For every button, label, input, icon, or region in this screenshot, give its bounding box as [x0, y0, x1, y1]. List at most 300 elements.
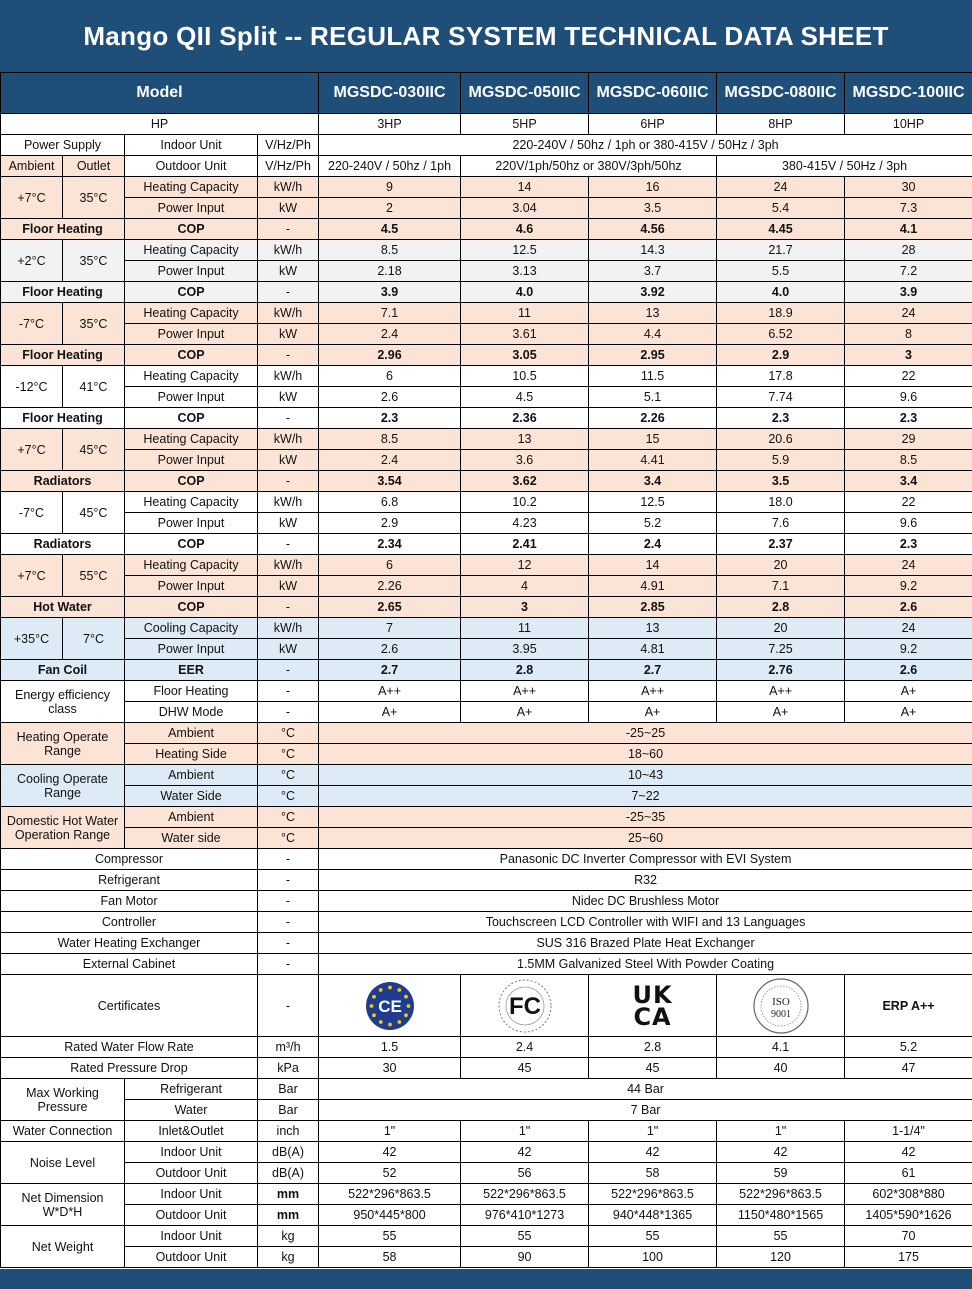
energy-value: A++ [589, 681, 717, 702]
component-label: Water Heating Exchanger [1, 933, 258, 954]
fc-text: FC [508, 992, 541, 1020]
fcc-mark-icon [497, 978, 553, 1034]
unit-label: kW/h [258, 492, 319, 513]
weight-value: 100 [589, 1247, 717, 1268]
flow-value: 4.1 [717, 1037, 845, 1058]
ukca-bottom-text: CA [633, 1002, 672, 1031]
value-cell: 6 [319, 555, 461, 576]
value-cell: 9.2 [845, 639, 972, 660]
unit-label: - [258, 282, 319, 303]
value-cell: 8.5 [845, 450, 972, 471]
value-cell: 12.5 [589, 492, 717, 513]
unit-label: kW [258, 513, 319, 534]
component-label: Controller [1, 912, 258, 933]
param-label: COP [125, 597, 258, 618]
unit-label: °C [258, 765, 319, 786]
unit-label: kW [258, 450, 319, 471]
value-cell: 29 [845, 429, 972, 450]
value-cell: 2.3 [717, 408, 845, 429]
dimension-value: 1405*590*1626 [845, 1205, 972, 1226]
condition-outlet: 35°C [63, 177, 125, 219]
unit-label: kW [258, 324, 319, 345]
value-cell: 2.6 [319, 639, 461, 660]
value-cell: 8 [845, 324, 972, 345]
param-label: COP [125, 282, 258, 303]
param-label: Heating Capacity [125, 366, 258, 387]
hp-label: HP [1, 114, 319, 135]
value-cell: 4.0 [717, 282, 845, 303]
water-connection-label: Water Connection [1, 1121, 125, 1142]
value-cell: 10.5 [461, 366, 589, 387]
outdoor-value: 220V/1ph/50hz or 380V/3ph/50hz [461, 156, 717, 177]
cert-iso-cell [717, 975, 845, 1037]
range-label: Domestic Hot Water Operation Range [1, 807, 125, 849]
unit-label: mm [258, 1205, 319, 1226]
value-cell: 4.1 [845, 219, 972, 240]
condition-outlet: 55°C [63, 555, 125, 597]
iso-text: ISO [771, 995, 790, 1008]
unit-label: kW/h [258, 303, 319, 324]
value-cell: 2.8 [461, 660, 589, 681]
connection-value: 1" [461, 1121, 589, 1142]
unit-label: - [258, 702, 319, 723]
outdoor-value: 220-240V / 50hz / 1ph [319, 156, 461, 177]
dimension-value: 950*445*800 [319, 1205, 461, 1226]
value-cell: 7.25 [717, 639, 845, 660]
unit-label: °C [258, 744, 319, 765]
weight-value: 58 [319, 1247, 461, 1268]
footer-bar [0, 1269, 972, 1289]
dimension-label: Net Dimension W*D*H [1, 1184, 125, 1226]
condition-ambient: +7°C [1, 429, 63, 471]
condition-ambient: -7°C [1, 492, 63, 534]
value-cell: 2.18 [319, 261, 461, 282]
value-cell: 13 [461, 429, 589, 450]
value-cell: 3.5 [717, 471, 845, 492]
condition-mode: Floor Heating [1, 219, 125, 240]
energy-value: A+ [717, 702, 845, 723]
param-label: Floor Heating [125, 681, 258, 702]
model-name: MGSDC-060IIC [589, 73, 717, 114]
value-cell: 10.2 [461, 492, 589, 513]
value-cell: 3.4 [845, 471, 972, 492]
value-cell: 4.56 [589, 219, 717, 240]
value-cell: 5.2 [589, 513, 717, 534]
indoor-unit-unit: V/Hz/Ph [258, 135, 319, 156]
flow-value: 2.8 [589, 1037, 717, 1058]
noise-value: 42 [717, 1142, 845, 1163]
value-cell: 7.1 [717, 576, 845, 597]
value-cell: 18.0 [717, 492, 845, 513]
hp-value: 10HP [845, 114, 972, 135]
value-cell: 15 [589, 429, 717, 450]
condition-mode: Hot Water [1, 597, 125, 618]
outlet-header: Outlet [63, 156, 125, 177]
value-cell: 3.7 [589, 261, 717, 282]
value-cell: 3.05 [461, 345, 589, 366]
sheet-title: Mango QII Split -- REGULAR SYSTEM TECHNICAL DATA SHEET [0, 0, 972, 72]
value-cell: 3.62 [461, 471, 589, 492]
cert-erp: ERP A++ [845, 975, 972, 1037]
connection-value: 1" [319, 1121, 461, 1142]
value-cell: 2.37 [717, 534, 845, 555]
cert-ukca-cell [589, 975, 717, 1037]
value-cell: 3.9 [319, 282, 461, 303]
energy-value: A++ [717, 681, 845, 702]
weight-value: 55 [717, 1226, 845, 1247]
unit-label: Bar [258, 1100, 319, 1121]
value-cell: 13 [589, 618, 717, 639]
energy-value: A+ [461, 702, 589, 723]
noise-value: 42 [461, 1142, 589, 1163]
condition-mode: Floor Heating [1, 345, 125, 366]
condition-ambient: +7°C [1, 555, 63, 597]
value-cell: 4.45 [717, 219, 845, 240]
flow-value: 2.4 [461, 1037, 589, 1058]
value-cell: 12.5 [461, 240, 589, 261]
value-cell: 3.95 [461, 639, 589, 660]
unit-label: kW [258, 387, 319, 408]
pressure-value: 7 Bar [319, 1100, 972, 1121]
value-cell: 2.6 [845, 597, 972, 618]
value-cell: 28 [845, 240, 972, 261]
value-cell: 22 [845, 492, 972, 513]
range-value: 25~60 [319, 828, 972, 849]
weight-value: 175 [845, 1247, 972, 1268]
cert-fc-cell [461, 975, 589, 1037]
value-cell: 4.5 [461, 387, 589, 408]
flow-value: 30 [319, 1058, 461, 1079]
unit-label: - [258, 597, 319, 618]
dimension-value: 522*296*863.5 [461, 1184, 589, 1205]
unit-label: kW [258, 198, 319, 219]
connection-value: 1-1/4" [845, 1121, 972, 1142]
unit-label: - [258, 408, 319, 429]
outdoor-unit-unit: V/Hz/Ph [258, 156, 319, 177]
condition-ambient: +7°C [1, 177, 63, 219]
value-cell: 2.6 [319, 387, 461, 408]
value-cell: 3.04 [461, 198, 589, 219]
weight-value: 55 [589, 1226, 717, 1247]
value-cell: 7.1 [319, 303, 461, 324]
value-cell: 4.5 [319, 219, 461, 240]
value-cell: 14 [461, 177, 589, 198]
value-cell: 2.4 [319, 324, 461, 345]
value-cell: 24 [845, 618, 972, 639]
value-cell: 3.4 [589, 471, 717, 492]
param-label: COP [125, 219, 258, 240]
energy-value: A+ [845, 681, 972, 702]
noise-value: 42 [319, 1142, 461, 1163]
energy-value: A++ [461, 681, 589, 702]
spec-table-body [1, 73, 972, 1268]
value-cell: 20.6 [717, 429, 845, 450]
value-cell: 2.36 [461, 408, 589, 429]
condition-ambient: +2°C [1, 240, 63, 282]
certificates-label: Certificates [1, 975, 258, 1037]
range-value: -25~25 [319, 723, 972, 744]
ce-text: CE [377, 996, 402, 1016]
value-cell: 8.5 [319, 429, 461, 450]
max-pressure-label: Max Working Pressure [1, 1079, 125, 1121]
range-label: Cooling Operate Range [1, 765, 125, 807]
value-cell: 17.8 [717, 366, 845, 387]
value-cell: 7.74 [717, 387, 845, 408]
dimension-value: 522*296*863.5 [319, 1184, 461, 1205]
value-cell: 2.8 [717, 597, 845, 618]
param-label: Inlet&Outlet [125, 1121, 258, 1142]
value-cell: 5.5 [717, 261, 845, 282]
unit-label: - [258, 891, 319, 912]
component-value: 1.5MM Galvanized Steel With Powder Coating [319, 954, 972, 975]
value-cell: 21.7 [717, 240, 845, 261]
value-cell: 3.61 [461, 324, 589, 345]
unit-label: °C [258, 828, 319, 849]
value-cell: 2.76 [717, 660, 845, 681]
value-cell: 11.5 [589, 366, 717, 387]
noise-value: 58 [589, 1163, 717, 1184]
param-label: COP [125, 345, 258, 366]
value-cell: 20 [717, 555, 845, 576]
outdoor-unit-label: Outdoor Unit [125, 156, 258, 177]
value-cell: 4.0 [461, 282, 589, 303]
condition-outlet: 35°C [63, 240, 125, 282]
condition-mode: Floor Heating [1, 408, 125, 429]
condition-mode: Floor Heating [1, 282, 125, 303]
value-cell: 22 [845, 366, 972, 387]
param-label: DHW Mode [125, 702, 258, 723]
unit-label: - [258, 912, 319, 933]
param-label: EER [125, 660, 258, 681]
param-label: Water side [125, 828, 258, 849]
component-value: Touchscreen LCD Controller with WIFI and 13 Languages [319, 912, 972, 933]
unit-label: - [258, 954, 319, 975]
param-label: Power Input [125, 261, 258, 282]
range-value: 7~22 [319, 786, 972, 807]
value-cell: 2.7 [319, 660, 461, 681]
flow-value: 45 [589, 1058, 717, 1079]
param-label: Power Input [125, 450, 258, 471]
condition-mode: Fan Coil [1, 660, 125, 681]
param-label: COP [125, 534, 258, 555]
indoor-unit-label: Indoor Unit [125, 135, 258, 156]
condition-outlet: 35°C [63, 303, 125, 345]
unit-label: dB(A) [258, 1142, 319, 1163]
value-cell: 2.9 [717, 345, 845, 366]
value-cell: 3 [461, 597, 589, 618]
value-cell: 2 [319, 198, 461, 219]
param-label: Heating Side [125, 744, 258, 765]
value-cell: 5.9 [717, 450, 845, 471]
value-cell: 2.65 [319, 597, 461, 618]
noise-value: 52 [319, 1163, 461, 1184]
range-value: 18~60 [319, 744, 972, 765]
weight-value: 55 [461, 1226, 589, 1247]
hp-value: 3HP [319, 114, 461, 135]
pressure-value: 44 Bar [319, 1079, 972, 1100]
component-value: R32 [319, 870, 972, 891]
value-cell: 5.1 [589, 387, 717, 408]
noise-value: 42 [589, 1142, 717, 1163]
weight-value: 55 [319, 1226, 461, 1247]
component-value: Panasonic DC Inverter Compressor with EVI System [319, 849, 972, 870]
param-label: Indoor Unit [125, 1184, 258, 1205]
unit-label: - [258, 345, 319, 366]
model-name: MGSDC-050IIC [461, 73, 589, 114]
energy-value: A+ [319, 702, 461, 723]
weight-value: 70 [845, 1226, 972, 1247]
unit-label: - [258, 849, 319, 870]
param-label: Power Input [125, 387, 258, 408]
value-cell: 2.3 [845, 534, 972, 555]
value-cell: 5.4 [717, 198, 845, 219]
noise-value: 42 [845, 1142, 972, 1163]
ambient-header: Ambient [1, 156, 63, 177]
param-label: Outdoor Unit [125, 1163, 258, 1184]
condition-ambient: +35°C [1, 618, 63, 660]
component-value: SUS 316 Brazed Plate Heat Exchanger [319, 933, 972, 954]
value-cell: 11 [461, 303, 589, 324]
value-cell: 3.13 [461, 261, 589, 282]
param-label: Ambient [125, 765, 258, 786]
unit-label: - [258, 933, 319, 954]
range-value: 10~43 [319, 765, 972, 786]
value-cell: 24 [717, 177, 845, 198]
value-cell: 4.23 [461, 513, 589, 534]
unit-label: kPa [258, 1058, 319, 1079]
unit-label: inch [258, 1121, 319, 1142]
value-cell: 7.2 [845, 261, 972, 282]
value-cell: 2.6 [845, 660, 972, 681]
value-cell: 7.3 [845, 198, 972, 219]
value-cell: 18.9 [717, 303, 845, 324]
unit-label: - [258, 870, 319, 891]
condition-ambient: -7°C [1, 303, 63, 345]
energy-class-label: Energy efficiency class [1, 681, 125, 723]
component-label: Fan Motor [1, 891, 258, 912]
value-cell: 3.92 [589, 282, 717, 303]
value-cell: 13 [589, 303, 717, 324]
range-label: Heating Operate Range [1, 723, 125, 765]
value-cell: 2.85 [589, 597, 717, 618]
model-label: Model [1, 73, 319, 114]
value-cell: 2.26 [589, 408, 717, 429]
unit-label: kW [258, 639, 319, 660]
value-cell: 6.52 [717, 324, 845, 345]
unit-label: - [258, 534, 319, 555]
param-label: Outdoor Unit [125, 1247, 258, 1268]
unit-label: kg [258, 1247, 319, 1268]
value-cell: 9.6 [845, 513, 972, 534]
value-cell: 7.6 [717, 513, 845, 534]
range-value: -25~35 [319, 807, 972, 828]
component-label: Compressor [1, 849, 258, 870]
value-cell: 2.41 [461, 534, 589, 555]
hp-value: 5HP [461, 114, 589, 135]
iso-9001-icon [752, 977, 810, 1035]
dimension-value: 976*410*1273 [461, 1205, 589, 1226]
param-label: Indoor Unit [125, 1226, 258, 1247]
model-name: MGSDC-030IIC [319, 73, 461, 114]
unit-label: kW [258, 576, 319, 597]
param-label: Outdoor Unit [125, 1205, 258, 1226]
param-label: Heating Capacity [125, 303, 258, 324]
dimension-value: 522*296*863.5 [717, 1184, 845, 1205]
power-supply-label: Power Supply [1, 135, 125, 156]
param-label: Ambient [125, 807, 258, 828]
weight-label: Net Weight [1, 1226, 125, 1268]
value-cell: 3.5 [589, 198, 717, 219]
noise-value: 61 [845, 1163, 972, 1184]
value-cell: 4 [461, 576, 589, 597]
energy-value: A+ [589, 702, 717, 723]
unit-label: kW/h [258, 366, 319, 387]
param-label: Heating Capacity [125, 240, 258, 261]
component-value: Nidec DC Brushless Motor [319, 891, 972, 912]
condition-mode: Radiators [1, 471, 125, 492]
param-label: Power Input [125, 639, 258, 660]
value-cell: 14 [589, 555, 717, 576]
param-label: Heating Capacity [125, 177, 258, 198]
param-label: Indoor Unit [125, 1142, 258, 1163]
connection-value: 1" [717, 1121, 845, 1142]
value-cell: 2.3 [845, 408, 972, 429]
ce-mark-icon [365, 981, 415, 1031]
flow-value: 40 [717, 1058, 845, 1079]
param-label: Refrigerant [125, 1079, 258, 1100]
model-name: MGSDC-080IIC [717, 73, 845, 114]
param-label: Heating Capacity [125, 555, 258, 576]
unit-label: kg [258, 1226, 319, 1247]
param-label: COP [125, 408, 258, 429]
condition-outlet: 7°C [63, 618, 125, 660]
flow-value: 1.5 [319, 1037, 461, 1058]
noise-label: Noise Level [1, 1142, 125, 1184]
condition-outlet: 45°C [63, 492, 125, 534]
value-cell: 9 [319, 177, 461, 198]
value-cell: 2.96 [319, 345, 461, 366]
unit-label: °C [258, 786, 319, 807]
energy-value: A+ [845, 702, 972, 723]
value-cell: 9.6 [845, 387, 972, 408]
param-label: Power Input [125, 198, 258, 219]
value-cell: 2.9 [319, 513, 461, 534]
param-label: Cooling Capacity [125, 618, 258, 639]
unit-label: - [258, 219, 319, 240]
iso-number-text: 9001 [770, 1008, 791, 1020]
dimension-value: 522*296*863.5 [589, 1184, 717, 1205]
flow-label: Rated Pressure Drop [1, 1058, 258, 1079]
param-label: Heating Capacity [125, 429, 258, 450]
ukca-mark-icon [632, 980, 673, 1031]
param-label: Water [125, 1100, 258, 1121]
noise-value: 59 [717, 1163, 845, 1184]
value-cell: 8.5 [319, 240, 461, 261]
dimension-value: 940*448*1365 [589, 1205, 717, 1226]
unit-label: kW/h [258, 555, 319, 576]
param-label: Power Input [125, 576, 258, 597]
unit-label: - [258, 660, 319, 681]
unit-label: kW/h [258, 429, 319, 450]
unit-label: - [258, 975, 319, 1037]
unit-label: °C [258, 723, 319, 744]
param-label: Power Input [125, 324, 258, 345]
ukca-top-text: UK [632, 980, 673, 1009]
value-cell: 16 [589, 177, 717, 198]
unit-label: - [258, 471, 319, 492]
param-label: Ambient [125, 723, 258, 744]
weight-value: 90 [461, 1247, 589, 1268]
